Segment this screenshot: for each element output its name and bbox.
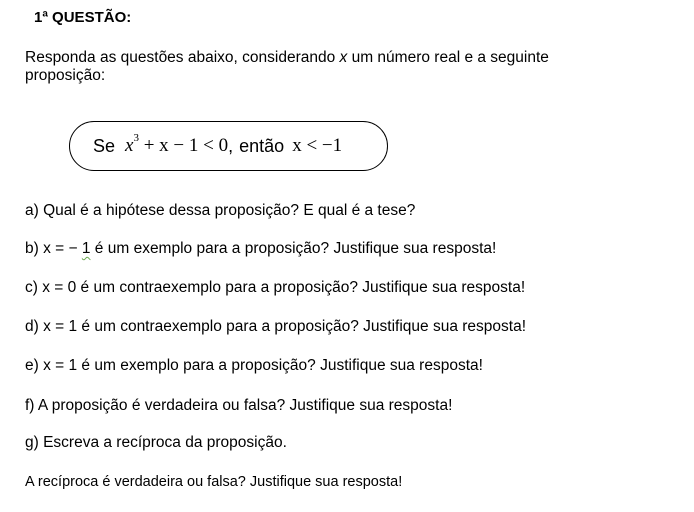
proposition [93,129,342,163]
question-h: A recíproca é verdadeira ou falsa? Justifique sua resposta! [25,474,403,490]
proposition-condition [125,131,229,157]
intro-line-2: proposição: [25,67,106,84]
question-f: f) A proposição é verdadeira ou falsa? Justifique sua resposta! [25,397,453,414]
question-c: c) x = 0 é um contraexemplo para a proposição? Justifique sua resposta! [25,279,526,296]
condition-variable: x [125,135,134,156]
intro-line-1 [25,49,625,67]
intro-variable: x [339,49,348,66]
intro-text-before: Responda as questões abaixo, considerando [25,49,340,66]
proposition-se: Se [93,135,116,156]
question-e: e) x = 1 é um exemplo para a proposição? Justifique sua resposta! [25,357,483,374]
question-a: a) Qual é a hipótese dessa proposição? E qual é a tese? [25,202,416,219]
intro-paragraph [25,49,625,85]
question-b [25,240,496,258]
question-b-value: 1 [81,240,91,257]
proposition-conclusion: x < −1 [292,135,343,156]
condition-exponent: 3 [133,131,139,144]
question-b-after: é um exemplo para a proposição? Justifique sua resposta! [90,240,497,257]
question-d: d) x = 1 é um contraexemplo para a proposição? Justifique sua resposta! [25,318,527,335]
proposition-comma: , [228,135,234,156]
proposition-entao: então [239,135,285,156]
question-b-before: b) x = − [25,240,82,257]
question-heading: 1ª QUESTÃO: [34,9,132,26]
question-g: g) Escreva a recíproca da proposição. [25,434,287,451]
condition-rest: + x − 1 < 0 [138,135,229,156]
intro-text-after: um número real e a seguinte [347,49,549,66]
